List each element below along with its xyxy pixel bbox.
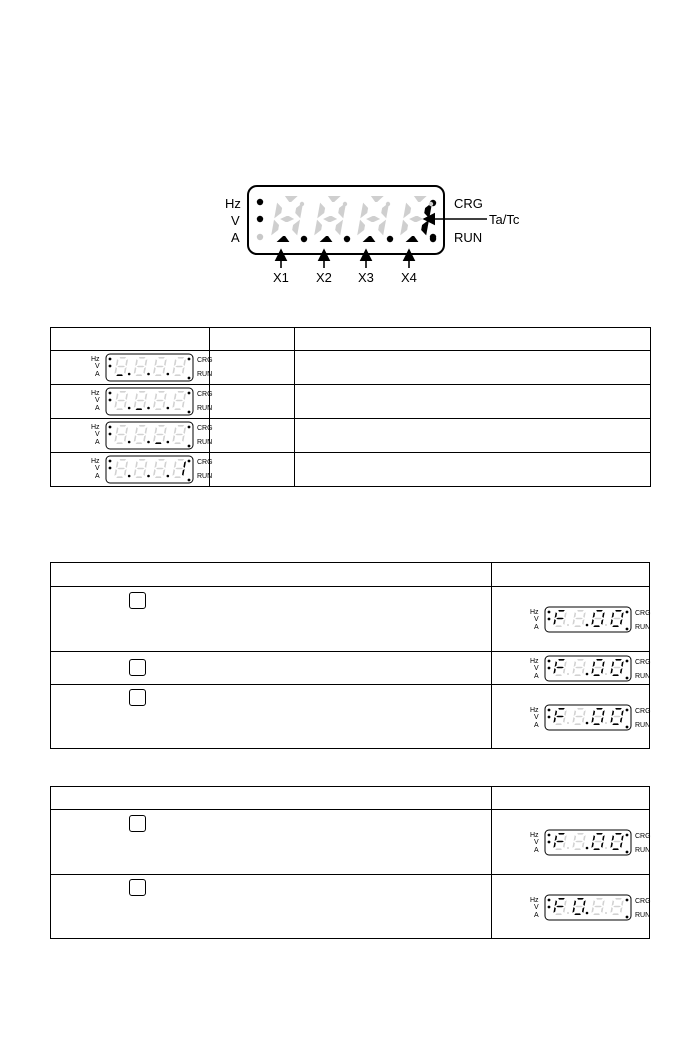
decimal-point bbox=[626, 898, 629, 901]
table-cell bbox=[210, 385, 295, 419]
key-button-icon bbox=[129, 879, 146, 896]
decimal-point bbox=[188, 358, 191, 361]
mini-display-panel bbox=[71, 353, 211, 382]
table-cell bbox=[210, 453, 295, 487]
key-button-icon bbox=[129, 689, 146, 706]
procedure-table-1 bbox=[50, 562, 650, 749]
hz-label: Hz bbox=[91, 424, 100, 431]
decimal-point bbox=[429, 202, 433, 206]
v-label: V bbox=[534, 665, 539, 672]
hz-label: Hz bbox=[225, 196, 241, 211]
v-label: V bbox=[95, 431, 100, 438]
decimal-point bbox=[548, 708, 551, 711]
decimal-point bbox=[586, 624, 589, 627]
run-label: RUN bbox=[635, 624, 651, 631]
table-header-cell bbox=[492, 563, 650, 587]
run-label: RUN bbox=[197, 405, 213, 412]
table-header-cell bbox=[51, 787, 492, 810]
crg-label: CRG bbox=[197, 459, 213, 466]
decimal-point bbox=[387, 236, 393, 242]
mini-display-panel bbox=[71, 387, 211, 416]
v-label: V bbox=[534, 616, 539, 623]
decimal-point bbox=[605, 673, 607, 675]
decimal-point bbox=[586, 847, 589, 850]
decimal-point bbox=[188, 445, 191, 448]
decimal-point bbox=[167, 441, 170, 444]
v-label: V bbox=[231, 213, 240, 228]
decimal-point bbox=[586, 721, 589, 724]
v-led bbox=[257, 216, 263, 222]
decimal-point bbox=[626, 708, 629, 711]
display-cell bbox=[51, 419, 213, 453]
hz-label: Hz bbox=[91, 390, 100, 397]
x1-label: X1 bbox=[273, 270, 289, 285]
x4-label: X4 bbox=[401, 270, 417, 285]
table-cell bbox=[295, 351, 651, 385]
decimal-point bbox=[188, 377, 191, 380]
decimal-point bbox=[605, 912, 607, 914]
decimal-point bbox=[626, 725, 629, 728]
decimal-point bbox=[128, 373, 131, 376]
decimal-point bbox=[548, 660, 551, 663]
table-header-cell bbox=[492, 787, 650, 810]
key-button-icon bbox=[129, 659, 146, 676]
decimal-point bbox=[626, 834, 629, 837]
a-label: A bbox=[534, 911, 539, 919]
decimal-point bbox=[188, 460, 191, 463]
decimal-point bbox=[586, 673, 589, 676]
a-led bbox=[257, 234, 263, 240]
decimal-point bbox=[548, 905, 551, 908]
v-label: V bbox=[95, 397, 100, 404]
decimal-point bbox=[109, 467, 112, 470]
step-cell bbox=[51, 652, 492, 685]
table-cell bbox=[210, 351, 295, 385]
decimal-point bbox=[147, 407, 150, 410]
table-header-row bbox=[51, 328, 651, 351]
crg-label: CRG bbox=[454, 196, 483, 211]
crg-label: CRG bbox=[197, 357, 213, 364]
crg-label: CRG bbox=[635, 707, 651, 715]
table-cell bbox=[210, 419, 295, 453]
display-cell bbox=[492, 875, 650, 939]
decimal-point bbox=[343, 202, 347, 206]
step-cell bbox=[51, 587, 492, 652]
decimal-point bbox=[301, 236, 307, 242]
hz-label: Hz bbox=[530, 706, 539, 714]
decimal-point bbox=[128, 475, 131, 478]
ta-tc-label: Ta/Tc bbox=[489, 212, 520, 227]
decimal-point bbox=[626, 677, 629, 680]
run-label: RUN bbox=[197, 473, 213, 480]
x3-label: X3 bbox=[358, 270, 374, 285]
decimal-point bbox=[548, 834, 551, 837]
decimal-point bbox=[167, 475, 170, 478]
hz-label: Hz bbox=[91, 356, 100, 363]
x2-label: X2 bbox=[316, 270, 332, 285]
decimal-point bbox=[109, 399, 112, 402]
decimal-point bbox=[188, 479, 191, 482]
decimal-point bbox=[167, 407, 170, 410]
table-header-cell bbox=[210, 328, 295, 351]
decimal-point bbox=[626, 611, 629, 614]
crg-label: CRG bbox=[635, 897, 651, 905]
table-row bbox=[51, 875, 650, 939]
run-label: RUN bbox=[635, 673, 651, 680]
run-label: RUN bbox=[635, 721, 651, 729]
decimal-point bbox=[626, 628, 629, 631]
table-header-cell bbox=[51, 563, 492, 587]
a-label: A bbox=[534, 673, 539, 680]
a-label: A bbox=[95, 371, 100, 378]
a-label: A bbox=[534, 847, 539, 854]
procedure-table-2 bbox=[50, 786, 650, 939]
table-header-row bbox=[51, 787, 650, 810]
decimal-point bbox=[626, 660, 629, 663]
decimal-point bbox=[605, 624, 607, 626]
display-cell bbox=[492, 685, 650, 749]
decimal-point bbox=[567, 673, 569, 675]
table-header-cell bbox=[51, 328, 210, 351]
mini-display-panel bbox=[510, 894, 650, 921]
table-cell bbox=[295, 419, 651, 453]
decimal-point bbox=[567, 624, 569, 626]
crg-label: CRG bbox=[635, 659, 651, 666]
decimal-point bbox=[548, 715, 551, 718]
v-label: V bbox=[534, 903, 539, 911]
table-cell bbox=[295, 453, 651, 487]
key-button-icon bbox=[129, 592, 146, 609]
step-cell bbox=[51, 875, 492, 939]
decimal-point bbox=[109, 392, 112, 395]
mini-display-panel bbox=[510, 829, 650, 856]
a-label: A bbox=[534, 624, 539, 631]
key-button-icon bbox=[129, 815, 146, 832]
table-row bbox=[51, 351, 651, 385]
table-row bbox=[51, 453, 651, 487]
decimal-point bbox=[188, 426, 191, 429]
v-label: V bbox=[534, 839, 539, 846]
table-row bbox=[51, 419, 651, 453]
decimal-point bbox=[548, 667, 551, 670]
crg-label: CRG bbox=[197, 425, 213, 432]
decimal-point bbox=[567, 847, 569, 849]
table-row bbox=[51, 385, 651, 419]
decimal-point bbox=[548, 841, 551, 844]
run-label: RUN bbox=[635, 847, 651, 854]
decimal-point bbox=[548, 618, 551, 621]
mini-display-panel bbox=[71, 455, 211, 484]
decimal-point bbox=[586, 911, 589, 914]
decimal-point bbox=[128, 441, 131, 444]
table-row bbox=[51, 652, 650, 685]
decimal-point bbox=[567, 722, 569, 724]
crg-label: CRG bbox=[197, 391, 213, 398]
decimal-point bbox=[567, 912, 569, 914]
table-header-row bbox=[51, 563, 650, 587]
run-label: RUN bbox=[197, 371, 213, 378]
decimal-point bbox=[626, 915, 629, 918]
a-label: A bbox=[534, 721, 539, 729]
table-row bbox=[51, 587, 650, 652]
a-label: A bbox=[95, 439, 100, 446]
mini-display-panel bbox=[510, 606, 650, 633]
hz-label: Hz bbox=[91, 458, 100, 465]
decimal-point bbox=[147, 373, 150, 376]
step-cell bbox=[51, 685, 492, 749]
table-header-cell bbox=[295, 328, 651, 351]
decimal-point bbox=[430, 236, 436, 242]
decimal-point bbox=[167, 373, 170, 376]
decimal-point bbox=[605, 847, 607, 849]
v-label: V bbox=[95, 363, 100, 370]
display-cell bbox=[51, 385, 213, 419]
mini-display-panel bbox=[71, 421, 211, 450]
table-cell bbox=[295, 385, 651, 419]
step-cell bbox=[51, 810, 492, 875]
run-label: RUN bbox=[197, 439, 213, 446]
crg-label: CRG bbox=[635, 833, 651, 840]
display-cell bbox=[492, 810, 650, 875]
hz-label: Hz bbox=[530, 896, 539, 904]
decimal-point bbox=[344, 236, 350, 242]
v-label: V bbox=[534, 713, 539, 721]
main-display-diagram bbox=[215, 180, 535, 290]
table-row bbox=[51, 810, 650, 875]
decimal-point bbox=[548, 611, 551, 614]
display-cell bbox=[51, 453, 213, 487]
display-cell bbox=[492, 587, 650, 652]
decimal-point bbox=[147, 441, 150, 444]
decimal-point bbox=[109, 365, 112, 368]
run-label: RUN bbox=[454, 230, 483, 245]
hz-label: Hz bbox=[530, 832, 539, 839]
decimal-point bbox=[548, 898, 551, 901]
decimal-point bbox=[109, 358, 112, 361]
mini-display-panel bbox=[510, 704, 650, 731]
hz-led bbox=[257, 199, 263, 205]
decimal-point bbox=[147, 475, 150, 478]
digit-position-table bbox=[50, 327, 651, 487]
decimal-point bbox=[188, 411, 191, 414]
hz-label: Hz bbox=[530, 609, 539, 616]
table-row bbox=[51, 685, 650, 749]
decimal-point bbox=[128, 407, 131, 410]
a-label: A bbox=[231, 230, 240, 245]
decimal-point bbox=[300, 202, 304, 206]
decimal-point bbox=[605, 722, 607, 724]
a-label: A bbox=[95, 473, 100, 480]
decimal-point bbox=[109, 426, 112, 429]
decimal-point bbox=[109, 433, 112, 436]
decimal-point bbox=[188, 392, 191, 395]
hz-label: Hz bbox=[530, 658, 539, 665]
v-label: V bbox=[95, 465, 100, 472]
mini-display-panel bbox=[510, 655, 650, 682]
decimal-point bbox=[626, 851, 629, 854]
crg-label: CRG bbox=[635, 610, 651, 617]
display-cell bbox=[492, 652, 650, 685]
decimal-point bbox=[109, 460, 112, 463]
a-label: A bbox=[95, 405, 100, 412]
run-label: RUN bbox=[635, 911, 651, 919]
display-cell bbox=[51, 351, 213, 385]
decimal-point bbox=[386, 202, 390, 206]
